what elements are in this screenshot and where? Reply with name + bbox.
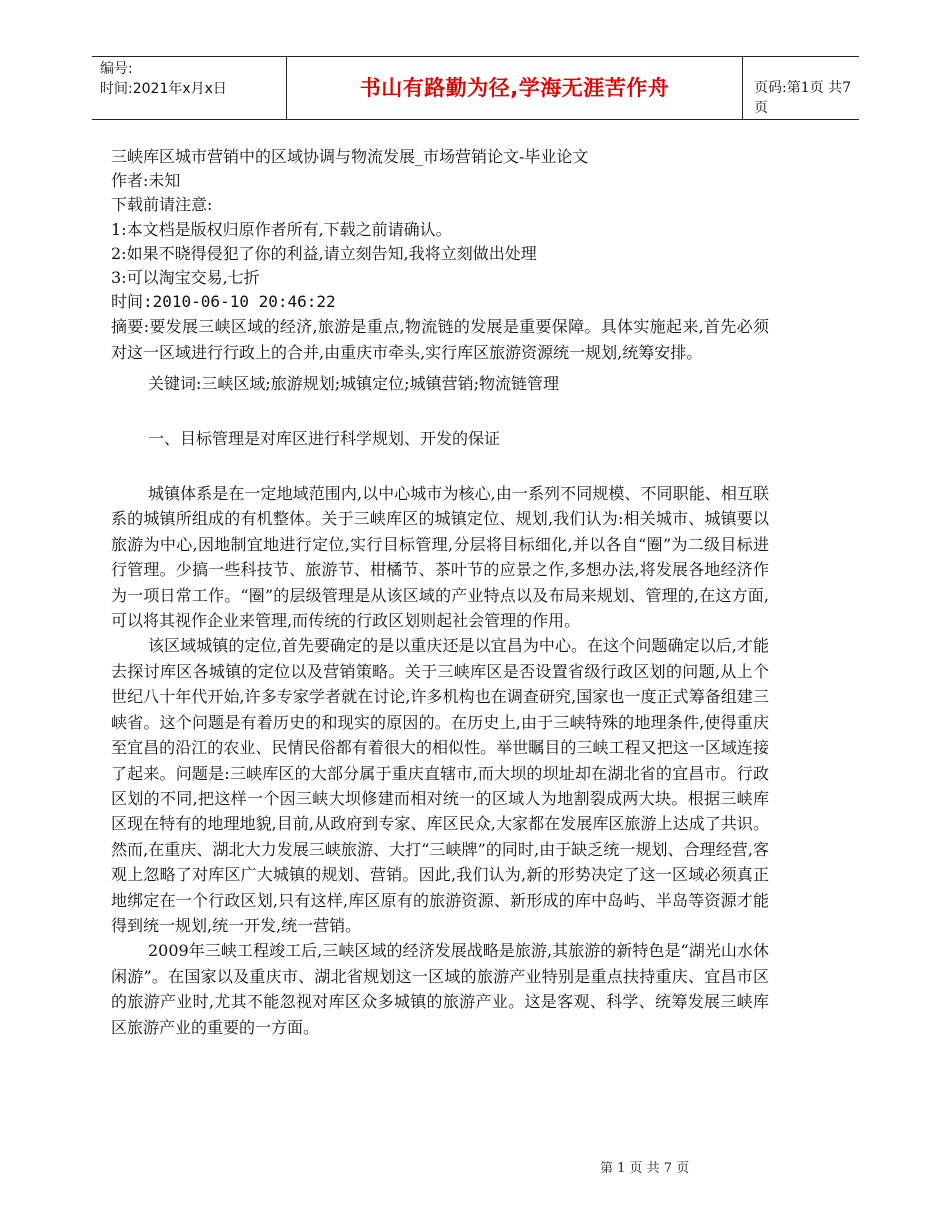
section-title: 一、目标管理是对库区进行科学规划、开发的保证	[148, 428, 501, 448]
notice-item-1: 1:本文档是版权归原作者所有,下载之前请确认。	[111, 219, 452, 239]
motto: 书山有路勤为径,学海无涯苦作舟	[286, 57, 743, 119]
page-footer: 第 1 页 共 7 页	[600, 1161, 690, 1176]
document-title: 三峡库区城市营销中的区域协调与物流发展_市场营销论文-毕业论文	[111, 147, 589, 166]
header-left-cell	[100, 59, 286, 99]
keywords: 关键词:三峡区域;旅游规划;城镇定位;城镇营销;物流链管理	[148, 374, 559, 394]
notice-item-3: 3:可以淘宝交易,七折	[111, 268, 260, 288]
document-body	[111, 145, 769, 1040]
time-label: 时间:2021年x月x日	[100, 81, 227, 97]
notice-item-2: 2:如果不晓得侵犯了你的利益,请立刻告知,我将立刻做出处理	[111, 243, 537, 263]
paragraph-1: 城镇体系是在一定地域范围内,以中心城市为核心,由一系列不同规模、不同职能、相互联系的城镇所组成的有机整体。关于三峡库区的城镇定位、规划,我们认为:相关城市、城镇要以旅游为中心,因地制宜地进行定位,实行目标管理,分层将目标细化,并以各自“圈”为二级目标进行管理。少搞一些科技节、旅游节、柑橘节、茶叶节的应景之作,多想办法,将发展各地经济作为一项日常工作。“圈”的层级管理是从该区域的产业特点以及布局来规划、管理的,在这方面,可以将其视作企业来管理,而传统的行政区划则起社会管理的作用。	[111, 484, 769, 631]
document-meta	[111, 145, 769, 314]
paragraph-3: 2009年三峡工程竣工后,三峡区域的经济发展战略是旅游,其旅游的新特色是“湖光山水休闲游”。在国家以及重庆市、湖北省规划这一区域的旅游产业特别是重点扶持重庆、宜昌市区的旅游产业时,尤其不能忽视对库区众多城镇的旅游产业。这是客观、科学、统筹发展三峡库区旅游产业的重要的一方面。	[111, 941, 769, 1037]
page-header	[92, 56, 859, 120]
number-label: 编号:	[100, 61, 133, 77]
document-time: 时间:2010-06-10 20:46:22	[111, 292, 336, 312]
document-author: 作者:未知	[111, 171, 181, 191]
paragraph-2: 该区域城镇的定位,首先要确定的是以重庆还是以宜昌为中心。在这个问题确定以后,才能去探讨库区各城镇的定位以及营销策略。关于三峡库区是否设置省级行政区划的问题,从上个世纪八十年代开始,许多专家学者就在讨论,许多机构也在调查研究,国家也一度正式筹备组建三峡省。这个问题是有着历史的和现实的原因的。在历史上,由于三峡特殊的地理条件,使得重庆至宜昌的沿江的农业、民情民俗都有着很大的相似性。举世瞩目的三峡工程又把这一区域连接了起来。问题是:三峡库区的大部分属于重庆直辖市,而大坝的坝址却在湖北省的宜昌市。行政区划的不同,把这样一个因三峡大坝修建而相对统一的区域人为地割裂成两大块。根据三峡库区现在特有的地理地貌,目前,从政府到专家、库区民众,大家都在发展库区旅游上达成了共识。然而,在重庆、湖北大力发展三峡旅游、大打“三峡牌”的同时,由于缺乏统一规划、合理经营,客观上忽略了对库区广大城镇的规划、营销。因此,我们认为,新的形势决定了这一区域必须真正地绑定在一个行政区划,只有这样,库区原有的旅游资源、新形成的库中岛屿、半岛等资源才能得到统一规划,统一开发,统一营销。	[111, 636, 769, 935]
notice-heading: 下载前请注意:	[111, 195, 213, 215]
abstract: 摘要:要发展三峡区域的经济,旅游是重点,物流链的发展是重要保障。具体实施起来,首先必须对这一区域进行行政上的合并,由重庆市牵头,实行库区旅游资源统一规划,统筹安排。	[111, 317, 769, 362]
page-info: 页码:第1页 共7页	[754, 80, 851, 116]
